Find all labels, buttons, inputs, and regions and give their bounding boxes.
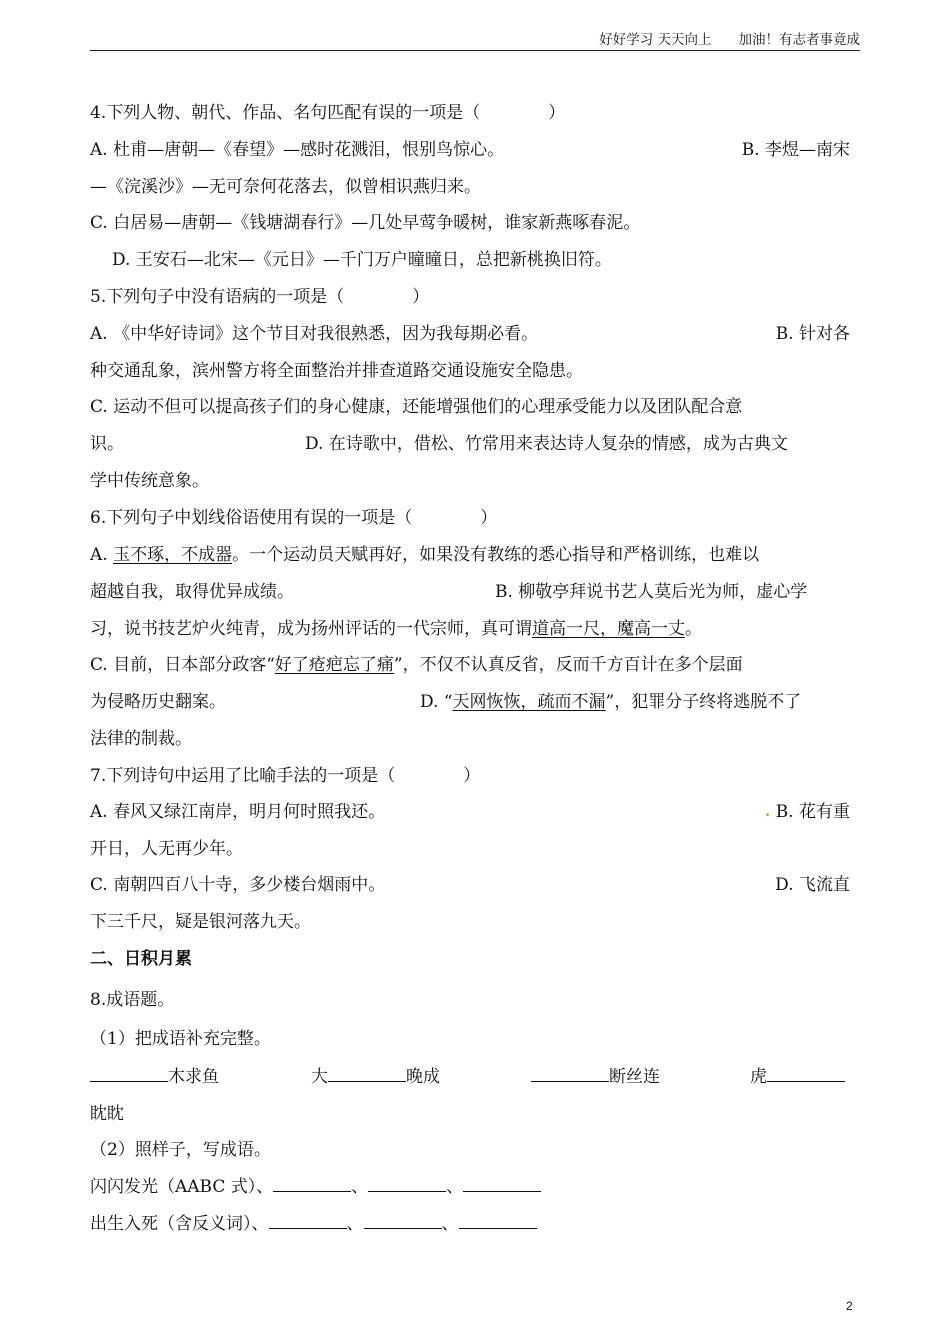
header-motto-right: 加油！有志者事竟成 xyxy=(738,32,860,48)
q6-option-a-text: 。一个运动员天赋再好，如果没有教练的悉心指导和严格训练，也难以 xyxy=(232,545,760,565)
q6-option-a xyxy=(90,540,860,570)
q5-option-d-cont: 学中传统意象。 xyxy=(90,471,209,491)
q6-option-d-text: ”，犯罪分子终将逃脱不了 xyxy=(605,692,802,712)
idiom-fill-3-text: 断丝连 xyxy=(609,1067,660,1087)
q4-option-b-start: B. 李煜—南宋 xyxy=(741,140,850,160)
q6-option-c-text: C. 目前，日本部分政客“ xyxy=(90,655,275,675)
q8-pattern-row-2 xyxy=(90,1209,860,1239)
q7-option-b-cont: 开日，人无再少年。 xyxy=(90,839,243,859)
idiom-fill-2-pre: 大 xyxy=(311,1067,328,1087)
q8-part1-prompt: （1）把成语补充完整。 xyxy=(90,1029,271,1049)
idiom-fill-1 xyxy=(90,1062,219,1092)
q6-option-c-cont: 为侵略历史翻案。 xyxy=(90,692,226,712)
q5-option-c-d-row xyxy=(90,429,860,459)
q6-option-b-text: 习，说书技艺炉火纯青，成为扬州评话的一代宗师，真可谓 xyxy=(90,619,532,639)
pattern-2-label: 出生入死（含反义词）、 xyxy=(90,1214,269,1234)
q6-option-c xyxy=(90,650,860,680)
idiom-fill-3 xyxy=(531,1062,660,1092)
q6-option-c-d-row xyxy=(90,687,860,717)
stray-mark xyxy=(766,813,769,816)
idiom-fill-4-pre: 虎 xyxy=(750,1067,767,1087)
page-number: 2 xyxy=(846,1299,853,1313)
answer-blank[interactable] xyxy=(459,1210,537,1229)
q6-option-a-cont: 超越自我，取得优异成绩。 xyxy=(90,582,294,602)
q7-option-d-cont: 下三千尺，疑是银河落九天。 xyxy=(90,912,311,932)
q8-stem: 8.成语题。 xyxy=(90,990,175,1010)
idiom-fill-4-cont: 眈眈 xyxy=(90,1104,124,1124)
q6-option-d xyxy=(420,687,801,717)
answer-blank[interactable] xyxy=(767,1063,845,1082)
q6-stem: 6.下列句子中划线俗语使用有误的一项是（ ） xyxy=(90,508,498,528)
q6-option-b-end: 。 xyxy=(685,619,702,639)
q6-idiom-b: 道高一尺，魔高一丈 xyxy=(532,619,685,639)
q5-option-a: A. 《中华好诗词》这个节目对我很熟悉，因为我每期必看。 xyxy=(90,324,539,344)
q6-idiom-d: 天网恢恢，疏而不漏 xyxy=(452,692,606,712)
q5-option-b-start: B. 针对各 xyxy=(775,324,850,344)
q4-option-b-cont: —《浣溪沙》—无可奈何花落去，似曾相识燕归来。 xyxy=(90,177,481,197)
answer-blank[interactable] xyxy=(90,1063,168,1082)
q6-option-a-b-row xyxy=(90,577,860,607)
q8-part2-prompt: （2）照样子，写成语。 xyxy=(90,1140,271,1160)
q8-pattern-row-1 xyxy=(90,1172,860,1202)
answer-blank[interactable] xyxy=(269,1210,347,1229)
q6-option-c-text-2: ”，不仅不认真反省，反而千方百计在多个层面 xyxy=(393,655,743,675)
q6-option-a-label: A. xyxy=(90,545,114,565)
q6-option-b: B. 柳敬亭拜说书艺人莫后光为师，虚心学 xyxy=(495,582,808,602)
answer-blank[interactable] xyxy=(364,1210,442,1229)
q4-option-a: A. 杜甫—唐朝—《春望》—感时花溅泪，恨别鸟惊心。 xyxy=(90,140,505,160)
separator: 、 xyxy=(346,1214,364,1234)
q8-idiom-fill-row xyxy=(90,1062,860,1092)
q5-stem: 5.下列句子中没有语病的一项是（ ） xyxy=(90,287,430,307)
page-header xyxy=(90,28,860,51)
q5-option-c: C. 运动不但可以提高孩子们的身心健康，还能增强他们的心理承受能力以及团队配合意 xyxy=(90,397,743,417)
answer-blank[interactable] xyxy=(368,1173,446,1192)
answer-blank[interactable] xyxy=(273,1173,351,1192)
q4-option-d: D. 王安石—北宋—《元日》—千门万户曈曈日，总把新桃换旧符。 xyxy=(112,250,612,270)
q7-option-a: A. 春风又绿江南岸，明月何时照我还。 xyxy=(90,802,386,822)
q7-stem: 7.下列诗句中运用了比喻手法的一项是（ ） xyxy=(90,766,481,786)
q6-idiom-c: 好了疮疤忘了痛 xyxy=(274,655,394,675)
q5-option-a-row xyxy=(90,319,860,349)
q4-option-c: C. 白居易—唐朝—《钱塘湖春行》—几处早莺争暖树，谁家新燕啄春泥。 xyxy=(90,213,641,233)
separator: 、 xyxy=(441,1214,459,1234)
separator: 、 xyxy=(446,1177,464,1197)
q6-option-b-cont xyxy=(90,614,860,644)
q7-option-c: C. 南朝四百八十寺，多少楼台烟雨中。 xyxy=(90,875,386,895)
answer-blank[interactable] xyxy=(328,1063,406,1082)
idiom-fill-1-text: 木求鱼 xyxy=(168,1067,219,1087)
q5-option-d: D. 在诗歌中，借松、竹常用来表达诗人复杂的情感，成为古典文 xyxy=(305,434,788,454)
q4-option-a-row xyxy=(90,135,860,165)
q5-option-c-cont: 识。 xyxy=(90,434,124,454)
answer-blank[interactable] xyxy=(463,1173,541,1192)
q6-idiom-a: 玉不琢，不成器 xyxy=(113,545,233,565)
idiom-fill-2 xyxy=(311,1062,440,1092)
pattern-1-label: 闪闪发光（AABC 式）、 xyxy=(90,1177,274,1197)
q6-option-d-cont: 法律的制裁。 xyxy=(90,729,192,749)
q7-option-a-row xyxy=(90,797,860,827)
idiom-fill-4 xyxy=(750,1062,845,1092)
answer-blank[interactable] xyxy=(531,1063,609,1082)
q7-option-c-row xyxy=(90,870,860,900)
separator: 、 xyxy=(351,1177,369,1197)
idiom-fill-2-post: 晚成 xyxy=(406,1067,440,1087)
header-motto-left: 好好学习 天天向上 xyxy=(599,32,712,48)
q5-option-b-cont: 种交通乱象，滨州警方将全面整治并排查道路交通设施安全隐患。 xyxy=(90,361,583,381)
q4-stem: 4.下列人物、朝代、作品、名句匹配有误的一项是（ ） xyxy=(90,103,566,123)
q7-option-d: D. 飞流直 xyxy=(775,875,850,895)
section-heading: 二、日积月累 xyxy=(90,949,192,969)
q6-option-d-label: D. “ xyxy=(420,692,453,712)
q7-option-b: B. 花有重 xyxy=(775,802,850,822)
